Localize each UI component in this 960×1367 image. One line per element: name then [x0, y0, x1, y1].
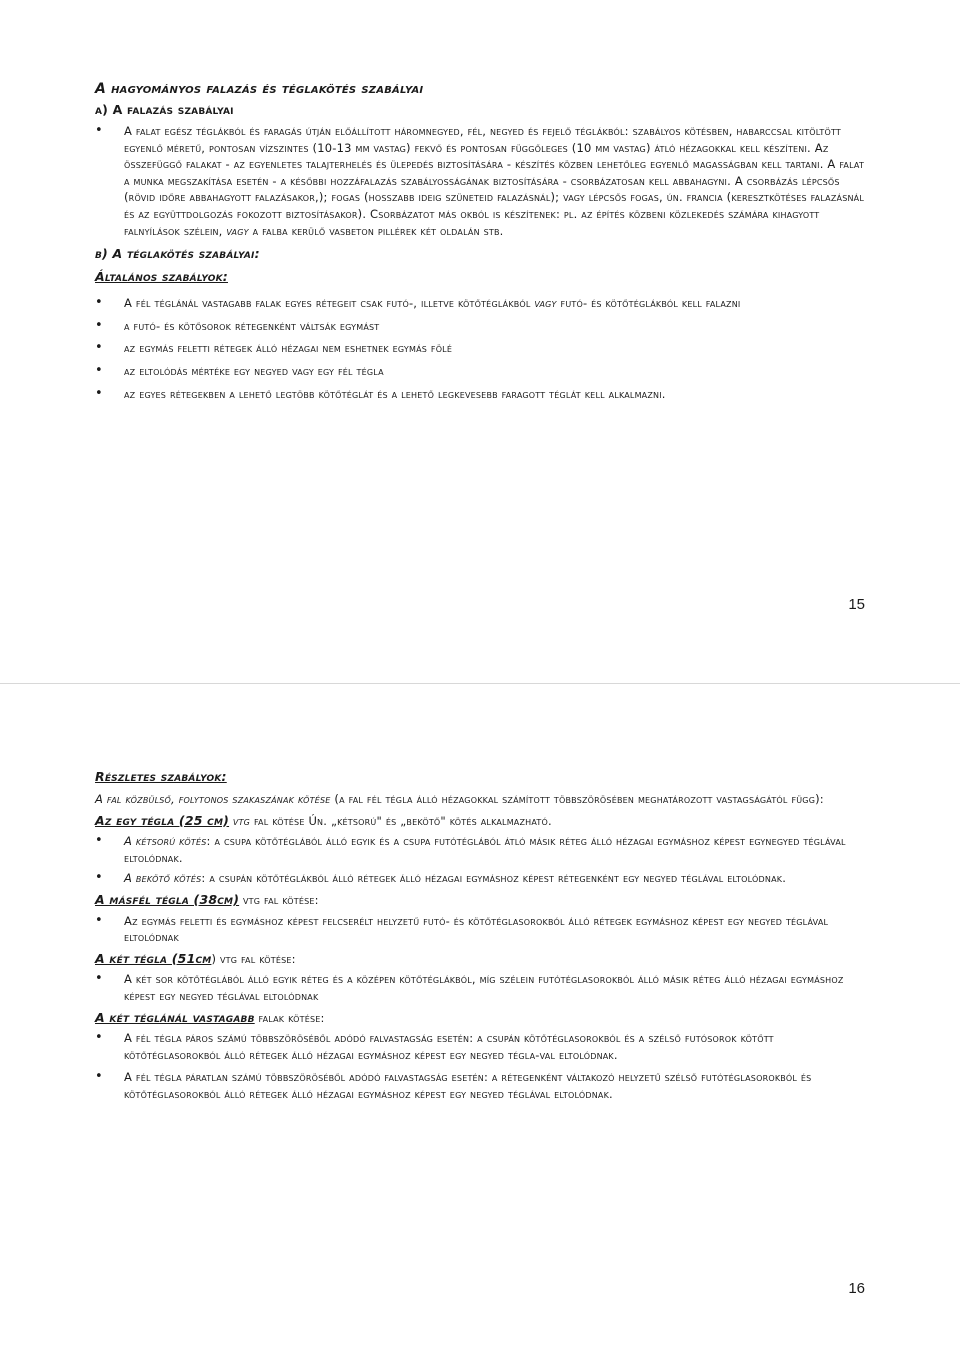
one-brick-heading — [95, 812, 865, 830]
masonry-rule-text: A falat egész téglákból és faragás útján előállított háromnegyed, fél, negyed és fejelő téglákból: szabályos kötésben, habarccsal kitöltött egyenlő méretű, pontosan vízszintes (10-13 mm vastag) fekvő és pontosan függőleges (10 mm vastag) átló hézagokkal kell készíteni. Az összefüggő falakat - az egyenletes talajterhelés és ülepedés biztosítására - készítés közben lehetőleg egyenlő magasságban kell tartani. A falat a munka megszakítása esetén - a későbbi hozzáfalazás szabályosságának biztosítására - csorbázatosan kell abbahagyni. A csorbázás lépcsős (rövid időre abbahagyott falazásakor,); fogas (hosszabb ideig szüneteid falazásnál); vagy lépcsős fogas, ún. francia (keresztkötéses falazásnál és az együttdolgozás fokozott biztosításakor). Csorbázatot más okból is készítenek: pl. az építés közbeni közlekedés számára kihagyott falnyílások szélein, — [124, 124, 865, 238]
thick-wall-rule — [95, 1030, 865, 1063]
page-16-content — [95, 768, 865, 1109]
one-half-heading — [95, 891, 865, 909]
intro-text: (a fal fél tégla álló hézagokkal számított többszörösében meghatározott vastagságától függ): — [334, 792, 824, 806]
general-rule-text: A fél téglánál vastagabb falak egyes rétegeit csak futó-, illetve kötőtéglákból — [124, 296, 531, 311]
page-15-content — [95, 80, 865, 408]
rule-text: : a csupán kötőtéglákból álló rétegek álló hézagai egymáshoz képest rétegenként egy negyed téglával eltolódnak. — [201, 871, 787, 886]
general-rule-text-end: futó- és kötőtéglákból kell falazni — [560, 296, 741, 311]
intro-paragraph — [95, 791, 865, 808]
thick-wall-title: A két téglánál vastagabb — [95, 1009, 255, 1025]
two-brick-text: ) vtg fal kötése: — [211, 951, 296, 966]
intro-emphasis: A fal közbülső, folytonos szakaszának kötése — [95, 792, 331, 806]
one-half-text: vtg fal kötése: — [242, 892, 319, 907]
section-a-heading: a) A falazás szabályai — [95, 102, 234, 117]
section-b-heading: b) A téglakötés szabályai: — [95, 246, 260, 262]
rule-text: A fél tégla páratlan számú többszöröséből adódó falvastagság esetén: a rétegenként váltakozó helyzetű szélső futótéglasorokból és kötőtéglasorokból álló rétegek álló hézagai egymáshoz képest egy negyed téglával eltolódnak. — [124, 1070, 812, 1101]
page-number: 15 — [848, 596, 865, 613]
masonry-rule-text-end: a falba kerülő vasbeton pillérek két oldalán stb. — [252, 223, 504, 238]
general-rule-text: az eltolódás mértéke egy negyed vagy egy fél tégla — [124, 363, 384, 378]
general-rule-emphasis: vagy — [534, 296, 557, 311]
one-half-rule — [95, 913, 865, 946]
general-rule-item — [95, 295, 865, 312]
general-rule-text: az egyes rétegekben a lehető legtöbb kötőtéglát és a lehető legkevesebb faragott téglát kell alkalmazni. — [124, 386, 666, 401]
general-rules-heading: Általános szabályok: — [95, 269, 228, 285]
two-brick-heading — [95, 950, 865, 968]
rule-text: A fél tégla páros számú többszöröséből adódó falvastagság esetén: a csupán kötőtéglasorokból és a szélső futósorok kötőtt kötőtéglasorokból álló rétegek álló hézagai egymáshoz képest egy negyed tégla-val eltolódnak. — [124, 1031, 774, 1062]
one-brick-rule — [95, 833, 865, 866]
general-rule-item — [95, 340, 865, 357]
page-number: 16 — [848, 1280, 865, 1297]
thick-wall-heading — [95, 1009, 865, 1027]
rule-text: Az egymás feletti és egymáshoz képest felcserélt helyzetű futó- és kötőtéglasorokból álló rétegek egymáshoz képest egy negyed téglával eltolódnak — [124, 913, 829, 945]
rule-lead: A bekötő kötés — [124, 871, 202, 886]
general-rule-item — [95, 363, 865, 380]
rule-lead: A kétsorú kötés — [124, 834, 207, 849]
rule-text: : a csupa kötőtéglából álló egyik és a csupa futótéglából átló másik réteg álló hézagai egymáshoz képest egynegyed téglával eltolódnak. — [124, 834, 846, 865]
page-15 — [0, 0, 960, 683]
one-half-title: A másfél tégla (38cm) — [95, 891, 240, 907]
detail-rules-heading: Részletes szabályok: — [95, 769, 227, 784]
page-16 — [0, 684, 960, 1367]
general-rule-text: a futó- és kötősorok rétegenként váltsák egymást — [124, 318, 380, 333]
thick-wall-text: falak kötése: — [258, 1010, 325, 1025]
main-title: A hagyományos falazás és téglakötés szabályai — [95, 81, 424, 97]
one-brick-text: fal kötése Ún. „kétsorú" és „bekötő" kötés alkalmazható. — [253, 813, 552, 828]
masonry-rule-emphasis: vagy — [226, 223, 249, 238]
two-brick-rule — [95, 971, 865, 1004]
general-rule-text: az egymás feletti rétegek álló hézagai nem eshetnek egymás fölé — [124, 341, 453, 356]
one-brick-title: Az egy tégla (25 cm) — [95, 812, 230, 828]
one-brick-rule — [95, 870, 865, 887]
thick-wall-rule — [95, 1069, 865, 1102]
general-rule-item — [95, 386, 865, 403]
rule-text: A két sor kötőtéglából álló egyik réteg és a középen kötőtéglákból, míg szélein futótéglasorokból álló másik réteg álló hézagai egymáshoz képest egy negyed téglával eltolódnak — [124, 972, 844, 1003]
two-brick-title: A két tégla (51cm — [95, 950, 212, 966]
general-rule-item — [95, 318, 865, 335]
masonry-rule-paragraph — [95, 123, 865, 239]
one-brick-vtg: vtg — [232, 813, 251, 828]
